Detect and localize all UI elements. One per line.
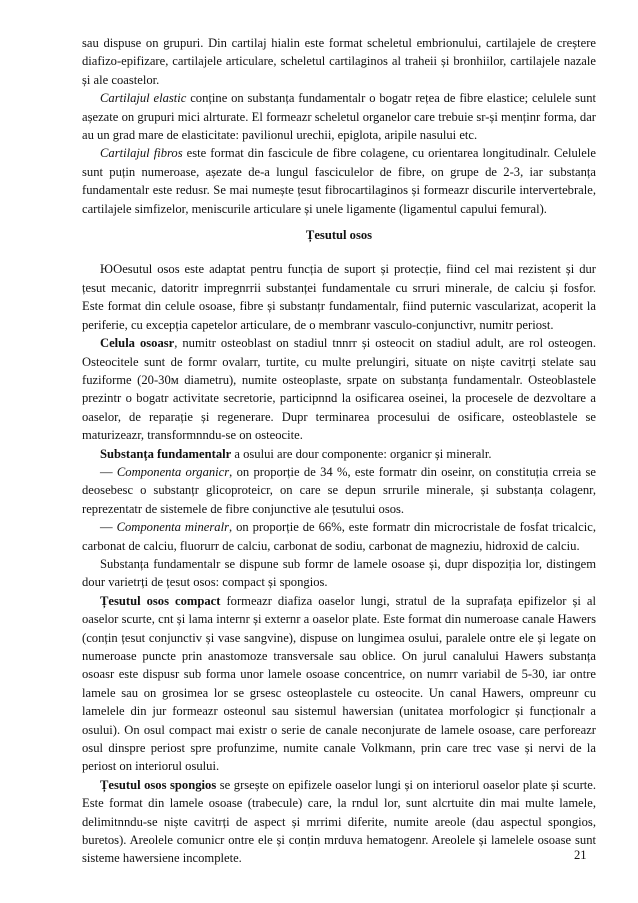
paragraph-tesut-osos-compact — [82, 592, 596, 776]
term-celula-osoasa: Celula osoasr — [100, 336, 175, 351]
paragraph-cartilaj-elastic — [82, 89, 596, 144]
paragraph-text: este format din fascicule de fibre colagene, cu orientarea longitudinalr. Celulele sunt puțin numeroase, așezate de-a lungul fasciculelor de fibre, on grupe de 2-3, iar substanța fundamentalr este redusr. Se mai numește țesut fibrocartilaginos și formeazr discurile intervertebrale, cartilajele simfizelor, meniscurile articulare și unele ligamente (ligamentul capului femural). — [82, 146, 596, 216]
paragraph-text: a osului are dour componente: organicr și mineralr. — [231, 446, 492, 461]
term-componenta-minerala: Componenta mineralr — [116, 520, 229, 535]
paragraph-text: , on proporție de 66%, este formatr din microcristale de fosfat tricalcic, carbonat de calciu, fluorurr de calciu, carbonat de sodiu, carbonat de magneziu, hidroxid de calciu. — [82, 520, 596, 553]
dash-marker: — — [100, 464, 117, 479]
term-cartilaj-elastic: Cartilajul elastic — [100, 91, 187, 106]
dash-marker: — — [100, 520, 117, 535]
term-substanta-fundamentala: Substanța fundamentalr — [100, 446, 232, 461]
term-cartilaj-fibros: Cartilajul fibros — [100, 146, 183, 161]
paragraph-cartilaj-fibros — [82, 144, 596, 218]
paragraph-text: se grsește on epifizele oaselor lungi și on interiorul oaselor plate și scurte. Este format din lamele osoase (trabecule) care, la rndul lor, sunt alcrtuite din mai multe lamele, delimitnndu-se niște cavitrți de aspect și mrrimi diferite, numite areole (dau aspectul spongios, buretos). Areolele comunicr ontre ele și conțin mrduva hematogenr. Areolele și lamelele osoase sunt sisteme hawersiene incomplete. — [82, 777, 596, 866]
section-heading: Țesutul osos — [305, 228, 373, 243]
page-number: 21 — [574, 848, 587, 862]
paragraph-celula-osoasa — [82, 334, 596, 444]
paragraph-tesut-osos-intro: ЮОesutul osos este adaptat pentru funcția de suport și protecție, fiind cel mai rezistent și dur țesut mecanic, datoritr impregnrrii substanței fundamentale cu srruri minerale, de calciu și fosfor. Este format din celule osoase, fibre și substanțr fundamentalr, fiind puternic vascularizat, acoperit la periferie, cu excepția capetelor articulare, de o membranr vasculo-conjunctivr, numitr periost. — [82, 262, 596, 332]
paragraph-text: conține on substanța fundamentalr o bogatr rețea de fibre elastice; celulele sunt așezate on grupuri mici alrturate. El formeazr scheletul organelor care trebuie sr-și menținr forma, dar au un grad mare de elasticitate: pavilionul urechii, epiglota, aripile nasului etc. — [82, 91, 596, 143]
paragraph-text: , on proporție de 34 %, este formatr din oseinr, on constituția crreia se deosebesc o substanțr glicoproteicr, on care se depun srrurile minerale, și substanța colagenr, reprezentatr de sistemele de fibre conjunctive ale țesutului osos. — [82, 464, 596, 516]
term-componenta-organica: Componenta organicr — [116, 464, 230, 479]
term-tesut-osos-spongios: Țesutul osos spongios — [100, 777, 217, 792]
document-page — [82, 34, 596, 868]
paragraph-substanta-fundamentala — [82, 445, 596, 463]
paragraph-cartilaj-hialin: sau dispuse on grupuri. Din cartilaj hialin este format scheletul embrionului, cartilajele de creștere diafizo-epifizare, cartilajele articulare, scheletul cartilaginos al traheii și bronhiilor, cartilajele nazale și ale coastelor. — [82, 36, 596, 87]
paragraph-componenta-organica — [82, 463, 596, 518]
paragraph-tesut-osos-spongios — [82, 776, 596, 868]
paragraph-componenta-minerala — [82, 518, 596, 555]
term-tesut-osos-compact: Țesutul osos compact — [100, 593, 221, 608]
paragraph-lamele-osoase: Substanța fundamentalr se dispune sub formr de lamele osoase și, dupr dispoziția lor, distingem dour varietrți de țesut osos: compact și spongios. — [82, 556, 596, 590]
paragraph-text: , numitr osteoblast on stadiul tnnrr și osteocit on stadiul adult, are rol osteogen. Osteocitele sunt de formr ovalarr, turtite, cu multe prelungiri, situate on niște cavitrți stelate sau fuziforme (20-30м diametru), numite osteoplaste, srpate on substanța fundamentalr. Osteoblastele prezintr o bogatr activitate secretorie, participnnd la osificarea oseinei, la procesele de dezvoltare a oaselor, de reparație și regenerare. Dupr terminarea procesului de osificare, osteoblastele se maturizeazr, transformnndu-se on osteocite. — [82, 336, 596, 443]
paragraph-text: formeazr diafiza oaselor lungi, stratul de la suprafața epifizelor și al oaselor scurte, cnt și lama internr și externr a oaselor plate. Este format din numeroase canale Hawers (conțin țesut conjunctiv și vase sangvine), dispuse on lungimea osului, paralele ontre ele și legate on numeroase puncte prin anastomoze transversale sau oblice. On jurul canalului Hawers substanța osoasr este dispusr sub forma unor lamele osoase concentrice, on numrr variabil de 5-30, iar ontre lamele sau on grosimea lor se grsesc osteoplastele cu osteocite. Un canal Hawers, ompreunr cu lamelele din jur formeazr osteonul sau sistemul hawersian (unitatea morfologicr și funcționalr a osului). On osul compact mai existr o serie de canale neconjurate de lamele osoase, care perforeazr osul dinspre periost spre profunzime, numite canale Volkmann, prin care trec vase și nervi de la periost on interiorul osului. — [82, 593, 596, 774]
